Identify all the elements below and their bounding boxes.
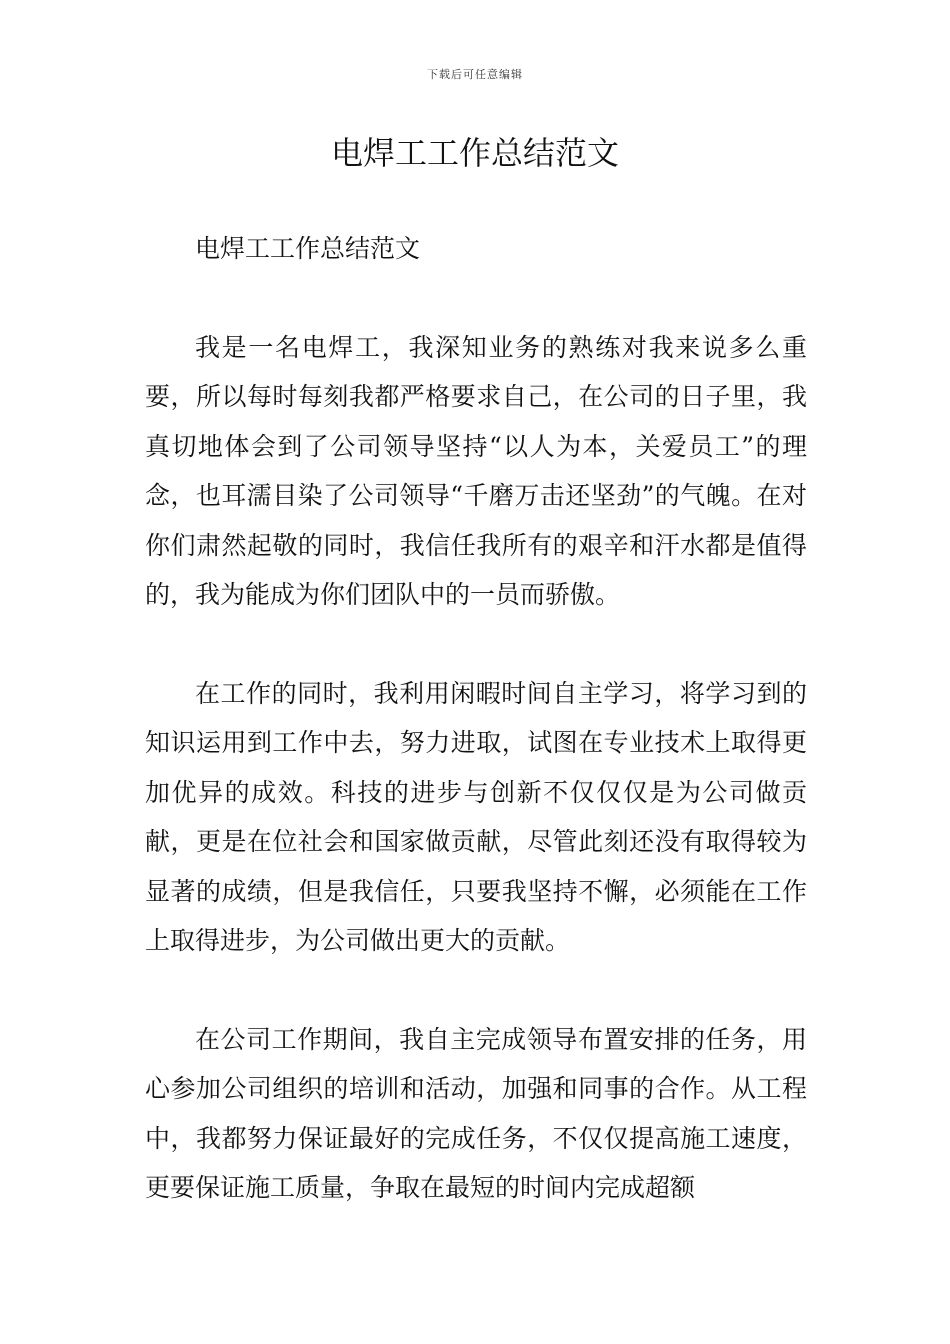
document-title: 电焊工工作总结范文 <box>330 134 619 172</box>
header-note: 下载后可任意编辑 <box>427 68 523 81</box>
document-subtitle: 电焊工工作总结范文 <box>195 234 421 263</box>
paragraph-2: 在工作的同时，我利用闲暇时间自主学习，将学习到的知识运用到工作中去，努力进取，试图在专业技术上取得更加优异的成效。科技的进步与创新不仅仅仅是为公司做贡献，更是在位社会和国家做贡献，尽管此刻还没有取得较为显著的成绩，但是我信任，只要我坚持不懈，必须能在工作上取得进步，为公司做出更大的贡献。 <box>145 678 807 955</box>
paragraph-3: 在公司工作期间，我自主完成领导布置安排的任务，用心参加公司组织的培训和活动，加强和同事的合作。从工程中，我都努力保证最好的完成任务，不仅仅提高施工速度，更要保证施工质量，争取在最短的时间内完成超额 <box>145 1024 807 1202</box>
paragraph-1: 我是一名电焊工，我深知业务的熟练对我来说多么重要，所以每时每刻我都严格要求自己，在公司的日子里，我真切地体会到了公司领导坚持“以人为本，关爱员工”的理念，也耳濡目染了公司领导“千磨万击还坚劲”的气魄。在对你们肃然起敬的同时，我信任我所有的艰辛和汗水都是值得的，我为能成为你们团队中的一员而骄傲。 <box>145 332 807 609</box>
document-body <box>145 224 807 1213</box>
